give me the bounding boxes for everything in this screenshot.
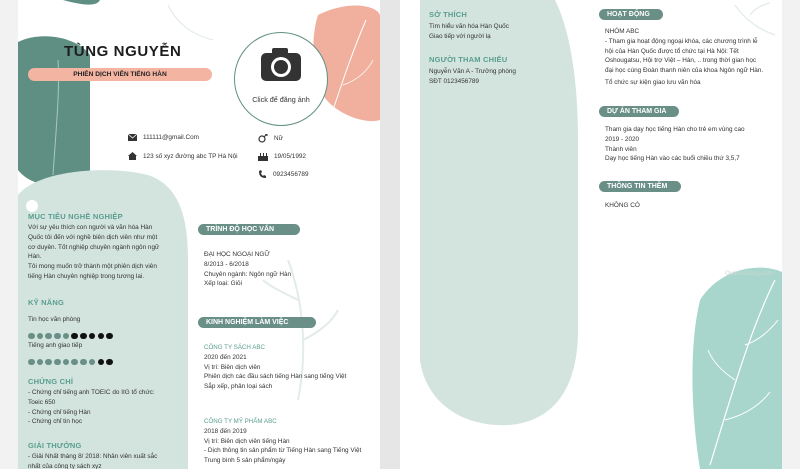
- cv-page-left: [18, 0, 380, 469]
- skill-dot: [80, 359, 87, 366]
- objective-title: MỤC TIÊU NGHỀ NGHIỆP: [28, 212, 123, 221]
- skill-dot: [80, 333, 87, 340]
- more-info-title: THÔNG TIN THÊM: [599, 181, 681, 192]
- skill-label: Tiếng anh giao tiếp: [28, 342, 83, 349]
- education-grade: Xếp loại: Giỏi: [204, 280, 243, 288]
- skill-dot: [89, 333, 96, 340]
- reference-title: NGƯỜI THAM CHIẾU: [429, 55, 508, 64]
- contact-email: [128, 134, 199, 141]
- job-position: Vị trí: Biên dịch viên: [204, 363, 261, 371]
- education-major: Chuyên ngành: Ngôn ngữ Hàn: [204, 270, 292, 278]
- awards-text: - Giải Nhất tháng 8/ 2018: Nhân viên xuất sắc nhất của công ty sách xyz: [28, 453, 158, 469]
- objective-text: Với sự yêu thích con người và văn hóa Hàn Quốc tôi đến với nghề biên dịch viên như một cơ duyên. Tốt nghiệp chuyên ngành ngôn ngữ Hàn. Tôi mong muốn trở thành một phiên dịch viên tiếng Hàn chuyên nghiệp trong tương lai.: [28, 224, 160, 280]
- skill-dot: [63, 333, 70, 340]
- skill-dot: [71, 359, 78, 366]
- skill-dot: [45, 333, 52, 340]
- job-position: Vị trí: Biên dịch viên tiếng Hàn: [204, 437, 290, 445]
- job-period: 2018 đến 2019: [204, 427, 247, 435]
- projects-title: DỰ ÁN THAM GIA: [599, 106, 679, 117]
- phone-icon: [258, 170, 267, 179]
- skill-dot: [63, 359, 70, 366]
- skill-label: Tin học văn phòng: [28, 316, 81, 323]
- candidate-name: TÙNG NGUYỄN: [64, 43, 182, 60]
- certificates-text: - Chứng chỉ tiếng anh TOEIC do IIG tổ chức: Toeic 650 - Chứng chỉ tiếng Hàn - Chứng chỉ tin học: [28, 389, 155, 426]
- job-period: 2020 đến 2021: [204, 353, 247, 361]
- skill-dot: [54, 333, 61, 340]
- email-value: 111111@gmail.Com: [143, 134, 199, 141]
- cake-icon: [258, 152, 268, 161]
- activities-text: NHÓM ABC - Tham gia hoạt động ngoại khóa, các chương trình lễ hội của Hàn Quốc được tổ chức tại Hà Nội: Tết Oshougatsu, Hội trợ Việt – Hàn, .. trong thời gian học đại học cùng Đoàn thanh niên của khoa Ngôn ngữ Hàn. Tổ chức sự kiện giao lưu văn hóa: [605, 28, 764, 86]
- skill-dot: [98, 359, 105, 366]
- skill-dot: [98, 333, 105, 340]
- skill-dot: [28, 333, 35, 340]
- hobbies-text: Tìm hiểu văn hóa Hàn Quốc Giao tiếp với người lạ: [429, 23, 509, 40]
- education-school: ĐẠI HỌC NGOẠI NGỮ: [204, 251, 270, 258]
- awards-title: GIẢI THƯỞNG: [28, 441, 82, 450]
- gender-value: Nữ: [274, 135, 283, 142]
- experience-job: CÔNG TY MỸ PHẨM ABC 2018 đến 2019 Vị trí: Biên dịch viên tiếng Hàn - Dịch thông tin sản phẩm từ Tiếng Hàn sang Tiếng Việt Trung bình 5 sản phẩm/ngày: [204, 418, 362, 465]
- address-value: 123 số xyz đường abc TP Hà Nội: [143, 152, 238, 160]
- activities-title: HOẠT ĐỘNG: [599, 9, 663, 20]
- skills-title: KỸ NĂNG: [28, 298, 64, 307]
- projects-text: Tham gia dạy học tiếng Hàn cho trẻ em vùng cao 2019 - 2020 Thành viên Dạy học tiếng Hàn vào các buổi chiều thứ 3,5,7: [605, 126, 745, 163]
- camera-icon: [259, 45, 303, 83]
- job-company: CÔNG TY MỸ PHẨM ABC: [204, 418, 277, 425]
- home-icon: [128, 152, 137, 160]
- experience-job: CÔNG TY SÁCH ABC 2020 đến 2021 Vị trí: Biên dịch viên Phiên dịch các đầu sách tiếng Hàn sang tiếng Việt Sắp xếp, phân loại sách: [204, 344, 347, 391]
- skill-dot: [89, 359, 96, 366]
- skill-dot: [45, 359, 52, 366]
- activities-org: NHÓM ABC: [605, 28, 640, 35]
- gender-icon: [258, 134, 268, 143]
- more-info-value: KHÔNG CÓ: [605, 202, 640, 209]
- phone-value: 0923456789: [273, 171, 309, 178]
- avatar-caption: Click để đăng ảnh: [252, 95, 310, 104]
- dob-value: 19/05/1992: [274, 153, 306, 160]
- certificates-title: CHỨNG CHỈ: [28, 377, 74, 386]
- skill-dot: [106, 359, 113, 366]
- cv-page-right: [400, 0, 782, 469]
- skill-dot: [37, 359, 44, 366]
- skill-dot: [106, 333, 113, 340]
- email-icon: [128, 134, 137, 141]
- skill-dot: [28, 359, 35, 366]
- education-title: TRÌNH ĐỘ HỌC VẤN: [198, 224, 300, 235]
- contact-dob: [258, 152, 306, 161]
- experience-title: KINH NGHIỆM LÀM VIỆC: [198, 317, 316, 328]
- contact-gender: [258, 134, 283, 143]
- contact-address: [128, 152, 238, 160]
- page-gutter: [380, 0, 400, 469]
- reference-text: Nguyễn Văn A - Trưởng phòng SĐT 0123456789: [429, 68, 516, 85]
- job-title-banner: PHIÊN DỊCH VIÊN TIẾNG HÀN: [28, 68, 212, 81]
- job-company: CÔNG TY SÁCH ABC: [204, 344, 265, 351]
- skill-dot: [54, 359, 61, 366]
- skill-dot: [37, 333, 44, 340]
- watermark: Quantrimang.com: [725, 271, 773, 277]
- skill-rating: [28, 353, 115, 371]
- avatar-upload[interactable]: [234, 32, 328, 126]
- skill-dot: [71, 333, 78, 340]
- education-period: 8/2013 - 6/2018: [204, 260, 249, 268]
- hobbies-title: SỞ THÍCH: [429, 10, 467, 19]
- education-details: [204, 250, 291, 289]
- contact-phone: [258, 170, 309, 179]
